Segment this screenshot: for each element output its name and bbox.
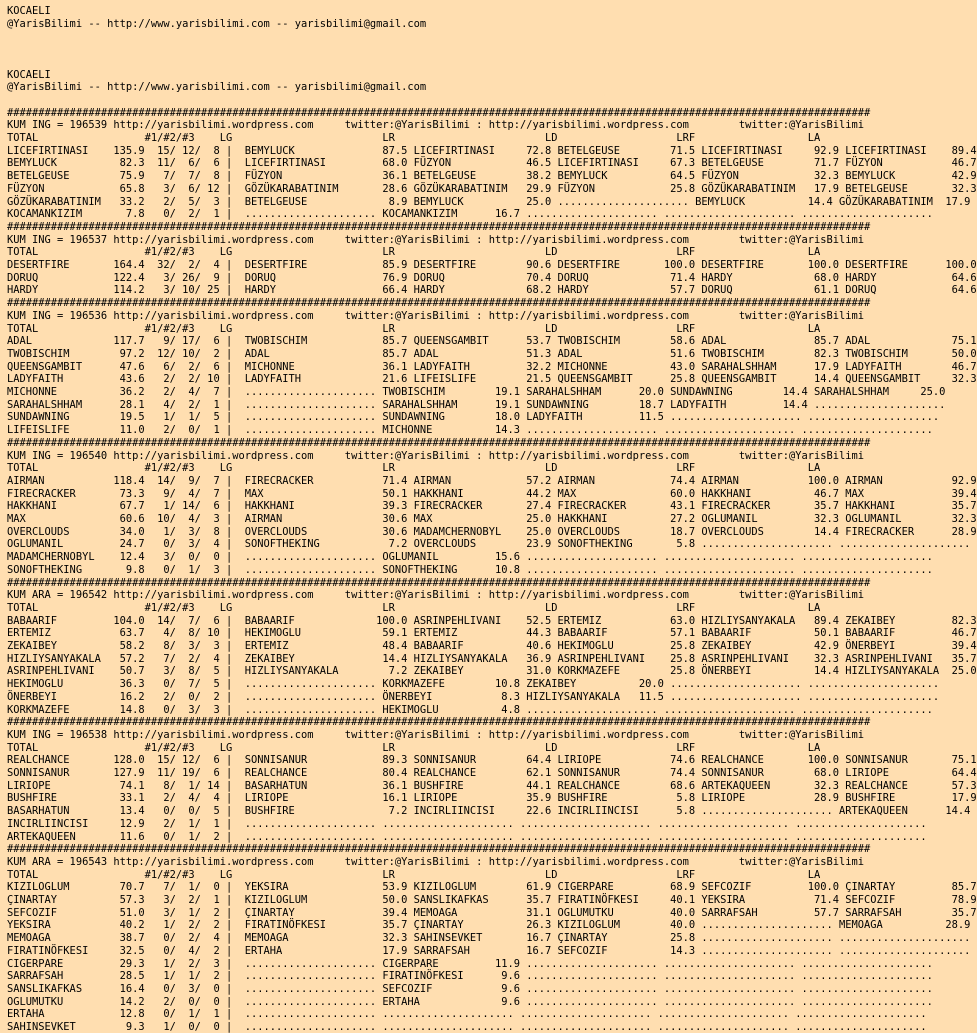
table-row: BETELGEUSE 75.9 7/ 7/ 8 | FÜZYON 36.1 BETELGEUSE 38.2 BEMYLUCK 64.5 FÜZYON 32.3 BEMYLUCK 42.9 (7, 170, 977, 183)
table-row: MEMOAGA 38.7 0/ 2/ 4 | MEMOAGA 32.3 SAHINSEVKET 16.7 ÇINARTAY 25.8 ..................... ..................... (7, 932, 971, 945)
table-row: BASARHATUN 13.4 0/ 0/ 5 | BUSHFIRE 7.2 INCIRLIINCISI 22.6 INCIRLIINCISI 5.8 ..................... ARTEKAQUEEN 14.4 (7, 805, 971, 818)
separator-line: ########################################################################################################################################## (7, 843, 871, 856)
table-row: ÖNERBEYI 16.2 2/ 0/ 2 | ..................... ÖNERBEYI 8.3 HIZLIYSANYAKALA 11.5 ..................... ..................... (7, 690, 940, 703)
table-row: OGLUMANIL 24.7 0/ 3/ 4 | SONOFTHEKING 7.2 OVERCLOUDS 23.9 SONOFTHEKING 5.8 ..................... ..................... (7, 538, 971, 551)
table-row: KOCAMANKIZIM 7.8 0/ 2/ 1 | ..................... KOCAMANKIZIM 16.7 ..................... ..................... ..................... (7, 208, 933, 221)
table-row: AIRMAN 118.4 14/ 9/ 7 | FIRECRACKER 71.4 AIRMAN 57.2 AIRMAN 74.4 AIRMAN 100.0 AIRMAN 92.9 (7, 474, 977, 487)
table-row: YEKSIRA 40.2 1/ 2/ 2 | FIRATINÖFKESI 35.7 ÇINARTAY 26.3 KIZILOGLUM 40.0 ..................... MEMOAGA 28.9 (7, 919, 971, 932)
table-row: REALCHANCE 128.0 15/ 12/ 6 | SONNISANUR 89.3 SONNISANUR 64.4 LIRIOPE 74.6 REALCHANCE 100.0 SONNISANUR 75.1 (7, 754, 977, 767)
race-header: KUM ARA = 196543 http://yarisbilimi.wordpress.com twitter:@YarisBilimi : http://yarisbilimi.wordpress.com twitter:@YarisBilimi (7, 855, 865, 868)
table-row: ÇINARTAY 57.3 3/ 2/ 1 | KIZILOGLUM 50.0 SANSLIKAFKAS 35.7 FIRATINÖFKESI 40.1 YEKSIRA 71.4 SEFCOZIF 78.9 (7, 894, 977, 906)
race-header: KUM ING = 196539 http://yarisbilimi.wordpress.com twitter:@YarisBilimi : http://yarisbilimi.wordpress.com twitter:@YarisBilimi (7, 119, 865, 132)
table-row: HIZLIYSANYAKALA 57.2 7/ 2/ 4 | ZEKAIBEY 14.4 HIZLIYSANYAKALA 36.9 ASRINPEHLIVANI 25.8 ASRINPEHLIVANI 32.3 ASRINPEHLIVANI 35.7 (7, 652, 977, 665)
table-row: DESERTFIRE 164.4 32/ 2/ 4 | DESERTFIRE 85.9 DESERTFIRE 90.6 DESERTFIRE 100.0 DESERTFIRE 100.0 DESERTFIRE 100.0 (7, 259, 977, 271)
table-row: DORUQ 122.4 3/ 26/ 9 | DORUQ 76.9 DORUQ 70.4 DORUQ 71.4 HARDY 68.0 HARDY 64.6 (7, 271, 977, 284)
race-header: KUM ARA = 196542 http://yarisbilimi.wordpress.com twitter:@YarisBilimi : http://yarisbilimi.wordpress.com twitter:@YarisBilimi (7, 589, 865, 602)
table-row: MAX 60.6 10/ 4/ 3 | AIRMAN 30.6 MAX 25.0 HAKKHANI 27.2 OGLUMANIL 32.3 OGLUMANIL 32.3 (7, 513, 977, 525)
table-row: HEKIMOGLU 36.3 0/ 7/ 5 | ..................... KORKMAZEFE 10.8 ZEKAIBEY 20.0 ..................... ..................... (7, 678, 940, 691)
table-row: SARAHALSHHAM 28.1 4/ 2/ 1 | ..................... SARAHALSHHAM 19.1 SUNDAWNING 18.7 LADYFAITH 14.4 ..................... (7, 398, 946, 411)
separator-line: ########################################################################################################################################## (7, 436, 871, 449)
race-header: KUM ING = 196536 http://yarisbilimi.wordpress.com twitter:@YarisBilimi : http://yarisbilimi.wordpress.com twitter:@YarisBilimi (7, 309, 865, 322)
table-row: SANSLIKAFKAS 16.4 0/ 3/ 0 | ..................... SEFCOZIF 9.6 ..................... ..................... ..................... (7, 982, 933, 995)
column-header: TOTAL #1/#2/#3 LG LR LD LRF LA (7, 132, 821, 144)
separator-line: ########################################################################################################################################## (7, 297, 871, 310)
city-title: KOCAELI (7, 68, 51, 81)
table-row: BUSHFIRE 33.1 2/ 4/ 4 | LIRIOPE 16.1 LIRIOPE 35.9 BUSHFIRE 5.8 LIRIOPE 28.9 BUSHFIRE 17.9 (7, 792, 977, 805)
column-header: TOTAL #1/#2/#3 LG LR LD LRF LA (7, 322, 821, 335)
table-row: MICHONNE 36.2 2/ 4/ 7 | ..................... TWOBISCHIM 19.1 SARAHALSHHAM 20.0 SUNDAWNING 14.4 SARAHALSHHAM 25.0 (7, 386, 946, 398)
table-row: SEFCOZIF 51.0 3/ 1/ 2 | ÇINARTAY 39.4 MEMOAGA 31.1 OGLUMUTKU 40.0 SARRAFSAH 57.7 SARRAFSAH 35.7 (7, 906, 977, 919)
table-row: CIGERPARE 29.3 1/ 2/ 3 | ..................... CIGERPARE 11.9 ..................... ..................... ..................... (7, 957, 933, 970)
table-row: ADAL 117.7 9/ 17/ 6 | TWOBISCHIM 85.7 QUEENSGAMBIT 53.7 TWOBISCHIM 58.6 ADAL 85.7 ADAL 75.1 (7, 335, 977, 348)
table-row: LIFEISLIFE 11.0 2/ 0/ 1 | ..................... MICHONNE 14.3 ..................... ..................... ..................... (7, 424, 933, 437)
separator-line: ########################################################################################################################################## (7, 106, 871, 119)
table-row: FÜZYON 65.8 3/ 6/ 12 | GÖZÜKARABATINIM 28.6 GÖZÜKARABATINIM 29.9 FÜZYON 25.8 GÖZÜKARABATINIM 17.9 BETELGEUSE 32.3 (7, 182, 977, 195)
column-header: TOTAL #1/#2/#3 LG LR LD LRF LA (7, 868, 821, 881)
contact-line: @YarisBilimi -- http://www.yarisbilimi.com -- yarisbilimi@gmail.com (7, 81, 427, 94)
table-row: INCIRLIINCISI 12.9 2/ 1/ 1 | ..................... ..................... ..................... ..................... ..................... (7, 817, 927, 830)
contact-line: @YarisBilimi -- http://www.yarisbilimi.com -- yarisbilimi@gmail.com (7, 17, 427, 30)
table-row: ERTEMIZ 63.7 4/ 8/ 10 | HEKIMOGLU 59.1 ERTEMIZ 44.3 BABAARIF 57.1 BABAARIF 50.1 BABAARIF 46.7 (7, 627, 977, 640)
table-row: SONNISANUR 127.9 11/ 19/ 6 | REALCHANCE 80.4 REALCHANCE 62.1 SONNISANUR 74.4 SONNISANUR 68.0 LIRIOPE 64.4 (7, 767, 977, 779)
separator-line: ########################################################################################################################################## (7, 716, 871, 729)
race-header: KUM ING = 196540 http://yarisbilimi.wordpress.com twitter:@YarisBilimi : http://yarisbilimi.wordpress.com twitter:@YarisBilimi (7, 449, 865, 462)
table-row: FIRATINÖFKESI 32.5 0/ 4/ 2 | ERTAHA 17.9 SARRAFSAH 16.7 SEFCOZIF 14.3 ..................... ..................... (7, 944, 971, 957)
table-row: SAHINSEVKET 9.3 1/ 0/ 0 | ..................... ..................... ..................... ..................... ..................... (7, 1021, 927, 1033)
column-header: TOTAL #1/#2/#3 LG LR LD LRF LA (7, 601, 821, 614)
table-row: ERTAHA 12.8 0/ 1/ 1 | ..................... ..................... ..................... ..................... ..................... (7, 1008, 927, 1021)
separator-line: ########################################################################################################################################## (7, 220, 871, 233)
table-row: HAKKHANI 67.7 1/ 14/ 6 | HAKKHANI 39.3 FIRECRACKER 27.4 FIRECRACKER 43.1 FIRECRACKER 35.7 HAKKHANI 35.7 (7, 500, 977, 513)
race-header: KUM ING = 196538 http://yarisbilimi.wordpress.com twitter:@YarisBilimi : http://yarisbilimi.wordpress.com twitter:@YarisBilimi (7, 728, 865, 741)
table-row: MADAMCHERNOBYL 12.4 3/ 0/ 0 | ..................... OGLUMANIL 15.6 ..................... ..................... ..................... (7, 551, 933, 564)
table-row: TWOBISCHIM 97.2 12/ 10/ 2 | ADAL 85.7 ADAL 51.3 ADAL 51.6 TWOBISCHIM 82.3 TWOBISCHIM 50.0 (7, 347, 977, 360)
column-header: TOTAL #1/#2/#3 LG LR LD LRF LA (7, 462, 821, 475)
city-title: KOCAELI (7, 5, 51, 17)
table-row: BABAARIF 104.0 14/ 7/ 6 | BABAARIF 100.0 ASRINPEHLIVANI 52.5 ERTEMIZ 63.0 HIZLIYSANYAKALA 89.4 ZEKAIBEY 82.3 (7, 614, 977, 627)
table-row: LADYFAITH 43.6 2/ 2/ 10 | LADYFAITH 21.6 LIFEISLIFE 21.5 QUEENSGAMBIT 25.8 QUEENSGAMBIT 14.4 QUEENSGAMBIT 32.3 (7, 373, 977, 386)
race-header: KUM ING = 196537 http://yarisbilimi.wordpress.com twitter:@YarisBilimi : http://yarisbilimi.wordpress.com twitter:@YarisBilimi (7, 233, 865, 246)
table-row: LICEFIRTINASI 135.9 15/ 12/ 8 | BEMYLUCK 87.5 LICEFIRTINASI 72.8 BETELGEUSE 71.5 LICEFIRTINASI 92.9 LICEFIRTINASI 89.4 (7, 144, 977, 157)
table-row: OVERCLOUDS 34.0 1/ 3/ 8 | OVERCLOUDS 30.6 MADAMCHERNOBYL 25.0 OVERCLOUDS 18.7 OVERCLOUDS 14.4 FIRECRACKER 28.9 (7, 525, 977, 538)
table-row: LIRIOPE 74.1 8/ 1/ 14 | BASARHATUN 36.1 BUSHFIRE 44.1 REALCHANCE 68.6 ARTEKAQUEEN 32.3 REALCHANCE 57.3 (7, 779, 977, 792)
table-row: FIRECRACKER 73.3 9/ 4/ 7 | MAX 50.1 HAKKHANI 44.2 MAX 60.0 HAKKHANI 46.7 MAX 39.4 (7, 487, 977, 500)
table-row: GÖZÜKARABATINIM 33.2 2/ 5/ 3 | BETELGEUSE 8.9 BEMYLUCK 25.0 ..................... BEMYLUCK 14.4 GÖZÜKARABATINIM 17.9 (7, 195, 971, 208)
table-row: SARRAFSAH 28.5 1/ 1/ 2 | ..................... FIRATINÖFKESI 9.6 ..................... ..................... ..................... (7, 970, 933, 983)
table-row: KORKMAZEFE 14.8 0/ 3/ 3 | ..................... HEKIMOGLU 4.8 ..................... ..................... ..................... (7, 703, 933, 716)
table-row: ASRINPEHLIVANI 50.7 3/ 8/ 5 | HIZLIYSANYAKALA 7.2 ZEKAIBEY 31.0 KORKMAZEFE 25.8 ÖNERBEYI 14.4 HIZLIYSANYAKALA 25.0 (7, 665, 977, 678)
table-row: ARTEKAQUEEN 11.6 0/ 1/ 2 | ..................... ..................... ..................... ..................... ..................... (7, 830, 927, 843)
table-row: BEMYLUCK 82.3 11/ 6/ 6 | LICEFIRTINASI 68.0 FÜZYON 46.5 LICEFIRTINASI 67.3 BETELGEUSE 71.7 FÜZYON 46.7 (7, 157, 977, 170)
separator-line: ########################################################################################################################################## (7, 576, 871, 589)
table-row: SONOFTHEKING 9.8 0/ 1/ 3 | ..................... SONOFTHEKING 10.8 ..................... ..................... ..................... (7, 563, 933, 576)
table-row: SUNDAWNING 19.5 1/ 1/ 5 | ..................... SUNDAWNING 18.0 LADYFAITH 11.5 ..................... ..................... (7, 411, 940, 424)
column-header: TOTAL #1/#2/#3 LG LR LD LRF LA (7, 246, 821, 259)
table-row: QUEENSGAMBIT 47.6 6/ 2/ 6 | MICHONNE 36.1 LADYFAITH 32.2 MICHONNE 43.0 SARAHALSHHAM 17.9 LADYFAITH 46.7 (7, 360, 977, 373)
table-row: HARDY 114.2 3/ 10/ 25 | HARDY 66.4 HARDY 68.2 HARDY 57.7 DORUQ 61.1 DORUQ 64.6 (7, 284, 977, 297)
table-row: ZEKAIBEY 58.2 8/ 3/ 3 | ERTEMIZ 48.4 BABAARIF 40.6 HEKIMOGLU 25.8 ZEKAIBEY 42.9 ÖNERBEYI 39.4 (7, 640, 977, 652)
table-row: OGLUMUTKU 14.2 2/ 0/ 0 | ..................... ERTAHA 9.6 ..................... ..................... ..................... (7, 995, 933, 1008)
column-header: TOTAL #1/#2/#3 LG LR LD LRF LA (7, 741, 821, 754)
table-row: KIZILOGLUM 70.7 7/ 1/ 0 | YEKSIRA 53.9 KIZILOGLUM 61.9 CIGERPARE 68.9 SEFCOZIF 100.0 ÇINARTAY 85.7 (7, 881, 977, 894)
